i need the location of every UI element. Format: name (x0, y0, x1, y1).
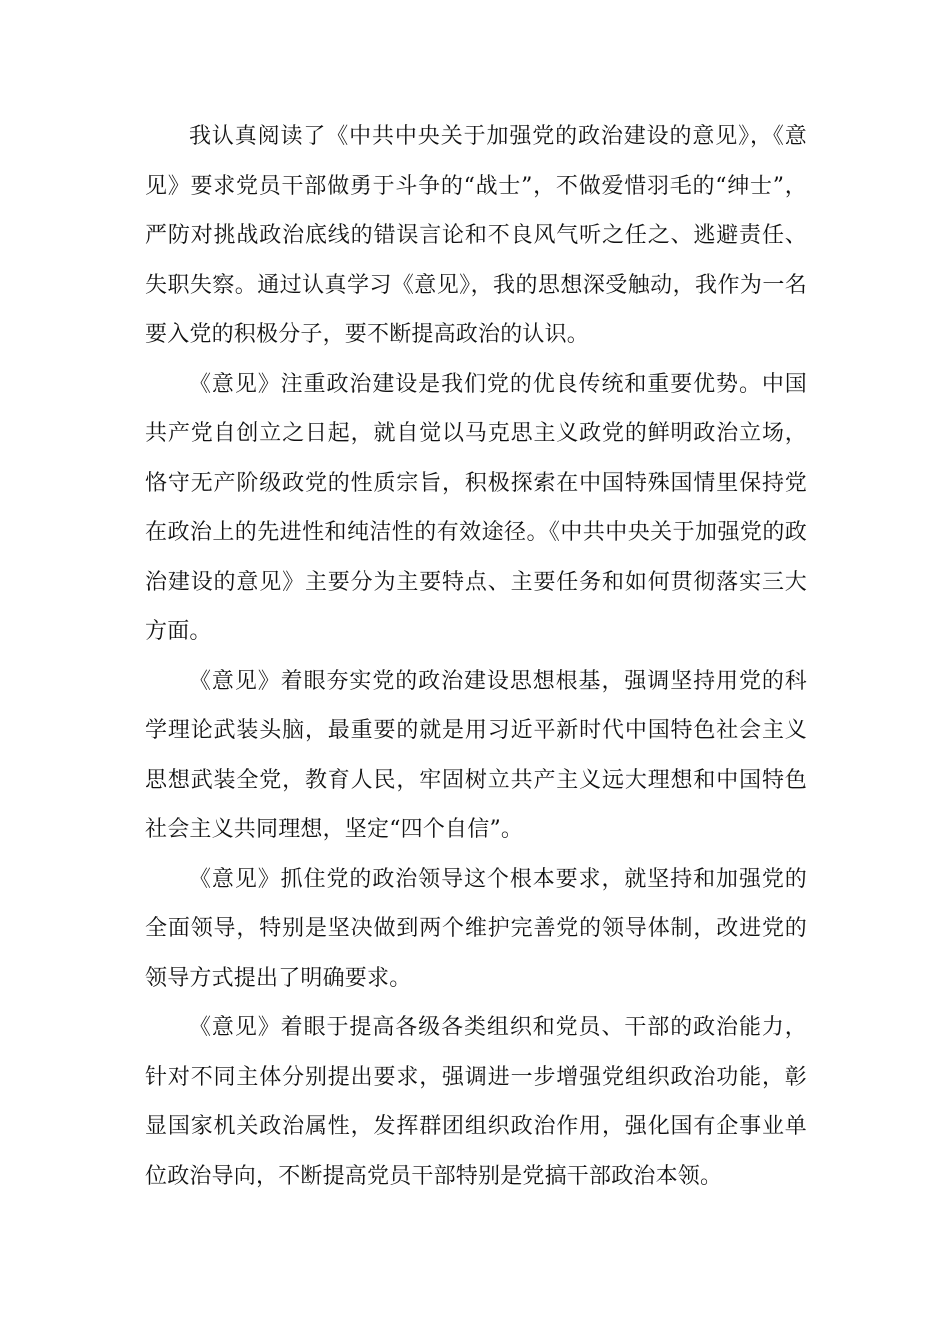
paragraph-2: 《意见》注重政治建设是我们党的优良传统和重要优势。中国共产党自创立之日起，就自觉以马克思主义政党的鲜明政治立场，恪守无产阶级政党的性质宗旨，积极探索在中国特殊国情里保持党在政治上的先进性和纯洁性的有效途径。《中共中央关于加强党的政治建设的意见》主要分为主要特点、主要任务和如何贯彻落实三大方面。 (145, 371, 807, 644)
paragraph-3: 《意见》着眼夯实党的政治建设思想根基，强调坚持用党的科学理论武装头脑，最重要的就是用习近平新时代中国特色社会主义思想武装全党，教育人民，牢固树立共产主义远大理想和中国特色社会主义共同理想，坚定“四个自信”。 (145, 668, 807, 842)
paragraph-4: 《意见》抓住党的政治领导这个根本要求，就坚持和加强党的全面领导，特别是坚决做到两个维护完善党的领导体制，改进党的领导方式提出了明确要求。 (145, 866, 807, 991)
document-body (145, 112, 807, 1201)
paragraph-5: 《意见》着眼于提高各级各类组织和党员、干部的政治能力，针对不同主体分别提出要求，强调进一步增强党组织政治功能，彰显国家机关政治属性，发挥群团组织政治作用，强化国有企事业单位政治导向，不断提高党员干部特别是党搞干部政治本领。 (145, 1015, 807, 1189)
paragraph-1: 我认真阅读了《中共中央关于加强党的政治建设的意见》，《意见》要求党员干部做勇于斗争的“战士”，不做爱惜羽毛的“绅士”，严防对挑战政治底线的错误言论和不良风气听之任之、逃避责任、失职失察。通过认真学习《意见》，我的思想深受触动，我作为一名要入党的积极分子，要不断提高政治的认识。 (145, 124, 807, 347)
